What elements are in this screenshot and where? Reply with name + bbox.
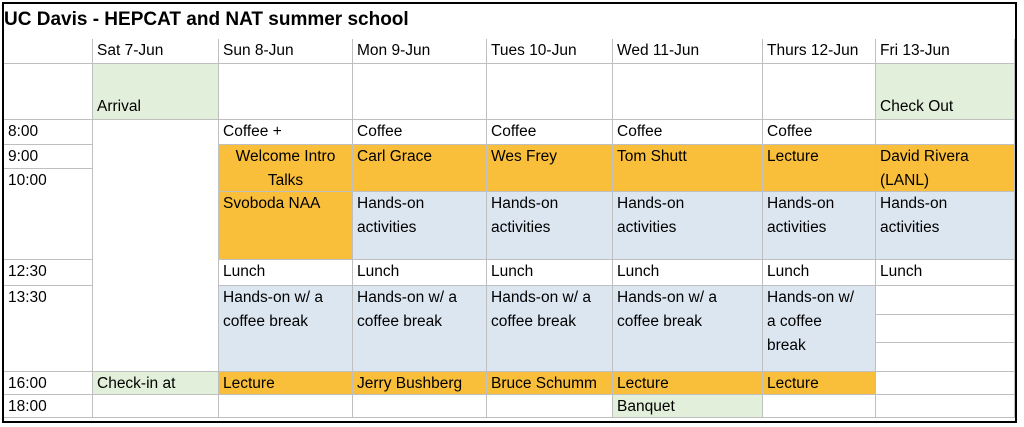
empty-cell — [219, 395, 353, 418]
empty-cell — [487, 64, 613, 120]
event-svoboda-naa: Svoboda NAA — [219, 192, 353, 260]
event-lecture: Lecture — [219, 372, 353, 395]
time-label: 12:30 — [4, 260, 93, 286]
empty-cell — [93, 395, 219, 418]
event-hands-on: Hands-on activities — [763, 192, 876, 260]
empty-cell — [876, 372, 1015, 395]
event-david-rivera: David Rivera (LANL) — [876, 145, 1015, 192]
empty-cell — [219, 64, 353, 120]
time-label — [4, 64, 93, 120]
day-header: Sat 7-Jun — [93, 39, 219, 64]
day-header: Thurs 12-Jun — [763, 39, 876, 64]
empty-cell — [353, 395, 487, 418]
event-lunch: Lunch — [876, 260, 1015, 286]
time-label: 10:00 — [4, 169, 93, 260]
time-label: 8:00 — [4, 120, 93, 145]
event-carl-grace: Carl Grace — [353, 145, 487, 192]
event-banquet: Banquet — [613, 395, 763, 418]
event-lecture: Lecture — [613, 372, 763, 395]
empty-cell — [876, 395, 1015, 418]
event-coffee: Coffee — [487, 120, 613, 145]
day-header: Fri 13-Jun — [876, 39, 1015, 64]
event-bruce-schumm: Bruce Schumm — [487, 372, 613, 395]
empty-cell — [613, 64, 763, 120]
event-lunch: Lunch — [487, 260, 613, 286]
event-hands-on-break: Hands-on w/ a coffee break — [353, 286, 487, 372]
event-hands-on: Hands-on activities — [487, 192, 613, 260]
empty-cell — [876, 315, 1015, 343]
empty-cell — [353, 64, 487, 120]
time-label: 18:00 — [4, 395, 93, 418]
day-header: Wed 11-Jun — [613, 39, 763, 64]
empty-cell — [876, 343, 1015, 372]
day-header: Sun 8-Jun — [219, 39, 353, 64]
event-arrival: Arrival — [93, 64, 219, 120]
time-label: 16:00 — [4, 372, 93, 395]
time-label: 13:30 — [4, 286, 93, 372]
event-hands-on-break: Hands-on w/ a coffee break — [763, 286, 876, 372]
event-lunch: Lunch — [219, 260, 353, 286]
event-lunch: Lunch — [613, 260, 763, 286]
event-checkout: Check Out — [876, 64, 1015, 120]
sheet-title: UC Davis - HEPCAT and NAT summer school — [4, 9, 409, 30]
empty-cell — [487, 395, 613, 418]
event-wes-frey: Wes Frey — [487, 145, 613, 192]
empty-cell — [763, 395, 876, 418]
event-hands-on: Hands-on activities — [613, 192, 763, 260]
event-coffee: Coffee + — [219, 120, 353, 145]
event-welcome-talks: Welcome Intro Talks — [219, 145, 353, 192]
event-check-in: Check-in at — [93, 372, 219, 395]
event-coffee: Coffee — [353, 120, 487, 145]
day-header: Tues 10-Jun — [487, 39, 613, 64]
event-hands-on: Hands-on activities — [353, 192, 487, 260]
day-header: Mon 9-Jun — [353, 39, 487, 64]
event-jerry-bushberg: Jerry Bushberg — [353, 372, 487, 395]
time-label: 9:00 — [4, 145, 93, 169]
event-lunch: Lunch — [763, 260, 876, 286]
empty-cell — [876, 120, 1015, 145]
event-coffee: Coffee — [613, 120, 763, 145]
event-hands-on: Hands-on activities — [876, 192, 1015, 260]
event-lecture: Lecture — [763, 372, 876, 395]
event-hands-on-break: Hands-on w/ a coffee break — [487, 286, 613, 372]
header-corner — [4, 39, 93, 64]
event-lecture: Lecture — [763, 145, 876, 192]
event-hands-on-break: Hands-on w/ a coffee break — [613, 286, 763, 372]
event-hands-on-break: Hands-on w/ a coffee break — [219, 286, 353, 372]
event-tom-shutt: Tom Shutt — [613, 145, 763, 192]
empty-cell — [763, 64, 876, 120]
event-coffee: Coffee — [763, 120, 876, 145]
empty-cell — [876, 286, 1015, 315]
empty-cell — [93, 120, 219, 372]
event-lunch: Lunch — [353, 260, 487, 286]
